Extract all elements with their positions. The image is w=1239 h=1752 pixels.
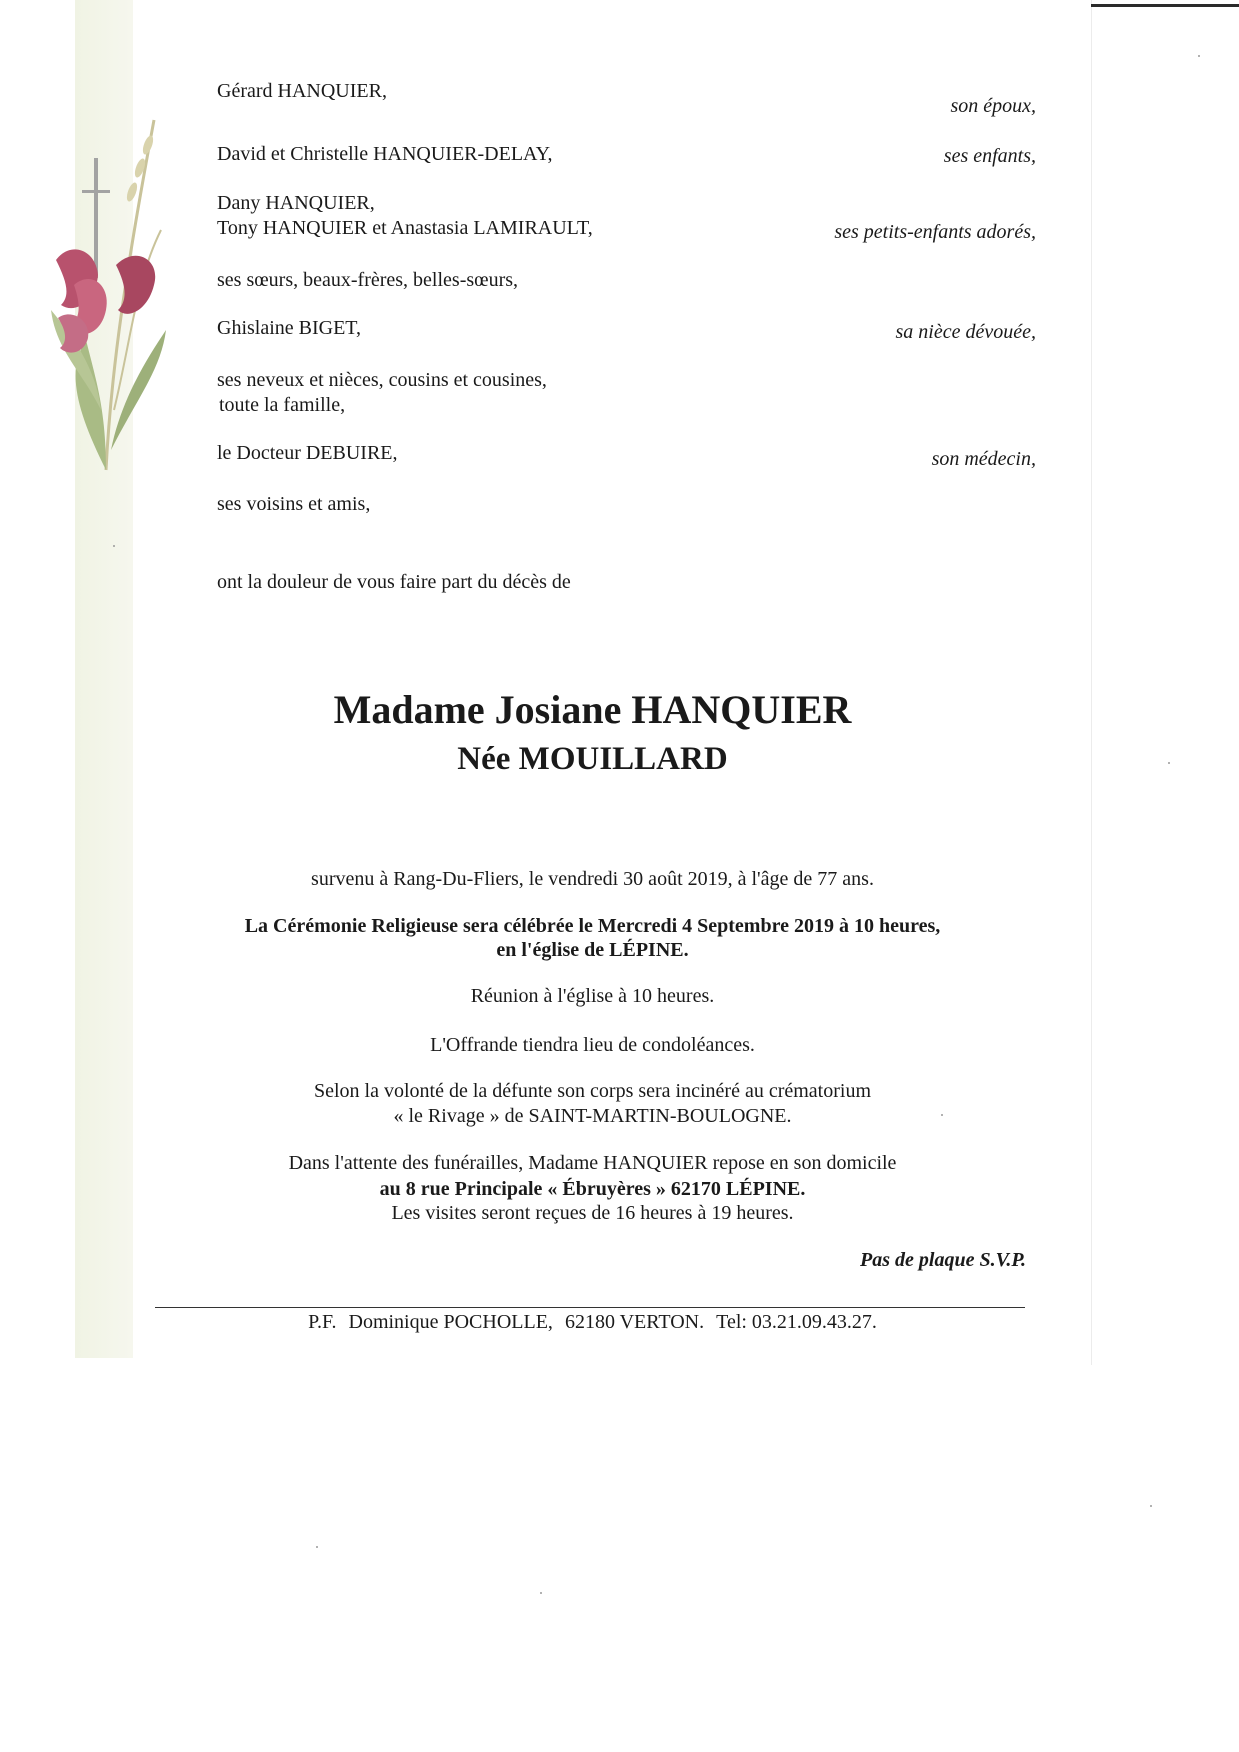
family-line: toute la famille, [219, 394, 346, 416]
children-relation: ses enfants, [943, 145, 1036, 167]
doctor-name: le Docteur DEBUIRE, [217, 442, 398, 464]
husband-name: Gérard HANQUIER, [217, 80, 387, 102]
no-plaque-notice: Pas de plaque S.V.P. [860, 1249, 1026, 1271]
ceremony-line-2: en l'église de LÉPINE. [496, 939, 689, 961]
scan-speck [1150, 1505, 1152, 1507]
grandchild-name-1: Dany HANQUIER, [217, 192, 375, 214]
siblings-line: ses sœurs, beaux-frères, belles-sœurs, [217, 269, 519, 291]
niece-name: Ghislaine BIGET, [217, 317, 362, 339]
footer-pf: P.F. [308, 1311, 337, 1333]
deceased-name: Madame Josiane HANQUIER [333, 687, 852, 732]
funeral-director-footer [0, 1310, 1185, 1334]
husband-relation: son époux, [950, 95, 1036, 117]
scan-speck [316, 1546, 318, 1548]
ceremony-line-1: La Cérémonie Religieuse sera célébrée le Mercredi 4 Septembre 2019 à 10 heures, [244, 915, 941, 937]
doctor-relation: son médecin, [931, 448, 1036, 470]
rest-address: au 8 rue Principale « Ébruyères » 62170 LÉPINE. [379, 1178, 806, 1200]
footer-phone: Tel: 03.21.09.43.27. [716, 1311, 877, 1333]
offering-info: L'Offrande tiendra lieu de condoléances. [430, 1034, 755, 1056]
death-details: survenu à Rang-Du-Fliers, le vendredi 30 août 2019, à l'âge de 77 ans. [311, 868, 874, 890]
calla-lily-cross-illustration [36, 110, 186, 480]
footer-location: 62180 VERTON. [564, 1311, 705, 1333]
neighbors-line: ses voisins et amis, [217, 493, 371, 515]
scan-speck [540, 1592, 542, 1594]
children-names: David et Christelle HANQUIER-DELAY, [217, 143, 553, 165]
niece-relation: sa nièce dévouée, [895, 321, 1036, 343]
visiting-hours: Les visites seront reçues de 16 heures à 19 heures. [391, 1202, 794, 1224]
cremation-line-2: « le Rivage » de SAINT-MARTIN-BOULOGNE. [393, 1105, 792, 1127]
scan-top-edge [1091, 4, 1239, 7]
deceased-maiden-name: Née MOUILLARD [457, 741, 728, 777]
meeting-info: Réunion à l'église à 10 heures. [470, 985, 715, 1007]
scan-speck [113, 545, 115, 547]
grandchild-name-2: Tony HANQUIER et Anastasia LAMIRAULT, [217, 217, 593, 239]
footer-divider [155, 1307, 1025, 1308]
grandchildren-relation: ses petits-enfants adorés, [834, 221, 1036, 243]
rest-line-1: Dans l'attente des funérailles, Madame HANQUIER repose en son domicile [288, 1152, 897, 1174]
announcement-text: ont la douleur de vous faire part du décès de [217, 571, 571, 593]
calla-lily-flowers [56, 249, 155, 352]
cremation-line-1: Selon la volonté de la défunte son corps sera incinéré au crématorium [313, 1080, 872, 1102]
scan-speck [1198, 55, 1200, 57]
footer-director: Dominique POCHOLLE, [348, 1311, 553, 1333]
cousins-line: ses neveux et nièces, cousins et cousines, [217, 369, 547, 391]
